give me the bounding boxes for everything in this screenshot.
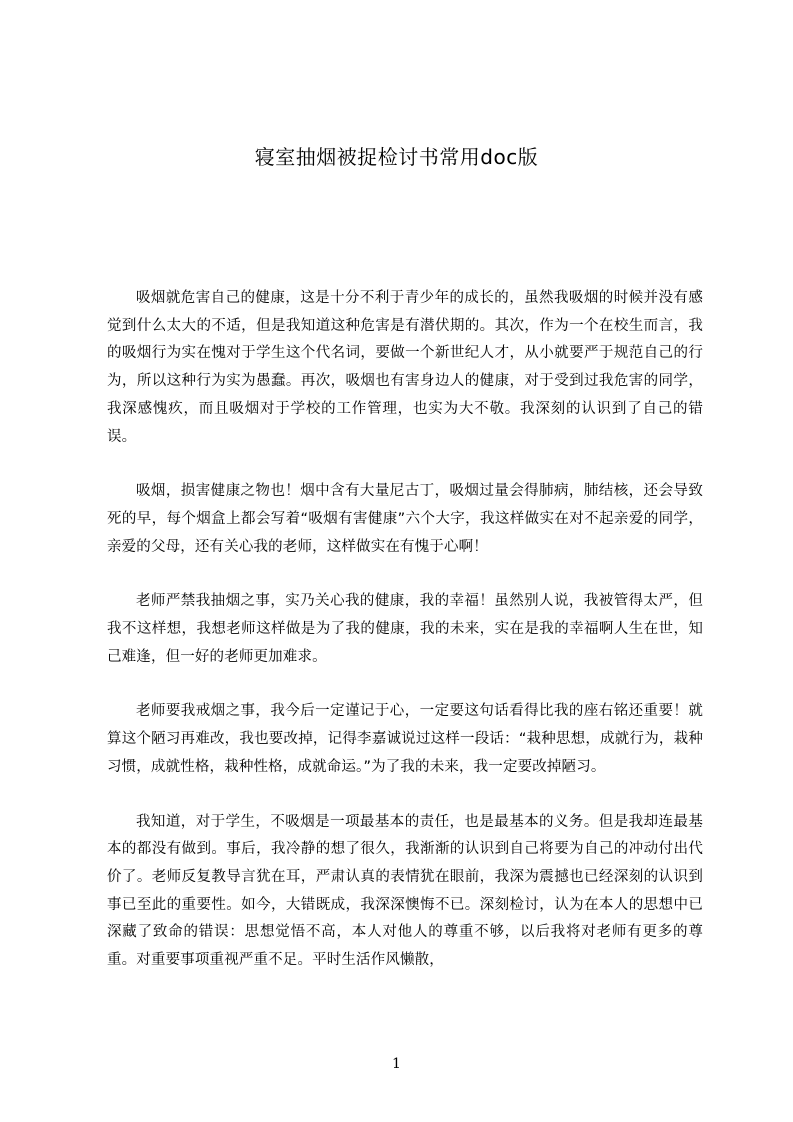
paragraph-1: 吸烟就危害自己的健康，这是十分不利于青少年的成长的，虽然我吸烟的时候并没有感觉到什么太大的不适，但是我知道这种危害是有潜伏期的。其次，作为一个在校生而言，我的吸烟行为实在愧对于学生这个代名词，要做一个新世纪人才，从小就要严于规范自己的行为，所以这种行为实为愚蠢。再次，吸烟也有害身边人的健康，对于受到过我危害的同学，我深感愧疚，而且吸烟对于学校的工作管理，也实为大不敬。我深刻的认识到了自己的错误。 xyxy=(107,290,703,445)
paragraph-5: 我知道，对于学生，不吸烟是一项最基本的责任，也是最基本的义务。但是我却连最基本的都没有做到。事后，我冷静的想了很久，我渐渐的认识到自己将要为自己的冲动付出代价了。老师反复教导言犹在耳，严肃认真的表情犹在眼前，我深为震撼也已经深刻的认识到事已至此的重要性。如今，大错既成，我深深懊悔不已。深刻检讨，认为在本人的思想中已深藏了致命的错误：思想觉悟不高，本人对他人的尊重不够，以后我将对老师有更多的尊重。对重要事项重视严重不足。平时生活作风懒散， xyxy=(107,813,703,969)
document-body xyxy=(107,285,703,1002)
paragraph-4: 老师要我戒烟之事，我今后一定谨记于心，一定要这句话看得比我的座右铭还重要！就算这个陋习再难改，我也要改掉，记得李嘉诚说过这样一段话：“栽种思想，成就行为，栽种习惯，成就性格，栽种性格，成就命运。”为了我的未来，我一定要改掉陋习。 xyxy=(107,703,703,775)
paragraph-3: 老师严禁我抽烟之事，实乃关心我的健康，我的幸福！虽然别人说，我被管得太严，但我不这样想，我想老师这样做是为了我的健康，我的未来，实在是我的幸福啊人生在世，知己难逢，但一好的老师更加难求。 xyxy=(107,593,703,665)
page-number: 1 xyxy=(392,1056,401,1072)
document-title: 寝室抽烟被捉检讨书常用doc版 xyxy=(254,145,539,169)
paragraph-2: 吸烟，损害健康之物也！烟中含有大量尼古丁，吸烟过量会得肺病，肺结核，还会导致死的早，每个烟盒上都会写着“吸烟有害健康”六个大字，我这样做实在对不起亲爱的同学，亲爱的父母，还有关心我的老师，这样做实在有愧于心啊！ xyxy=(107,483,703,555)
